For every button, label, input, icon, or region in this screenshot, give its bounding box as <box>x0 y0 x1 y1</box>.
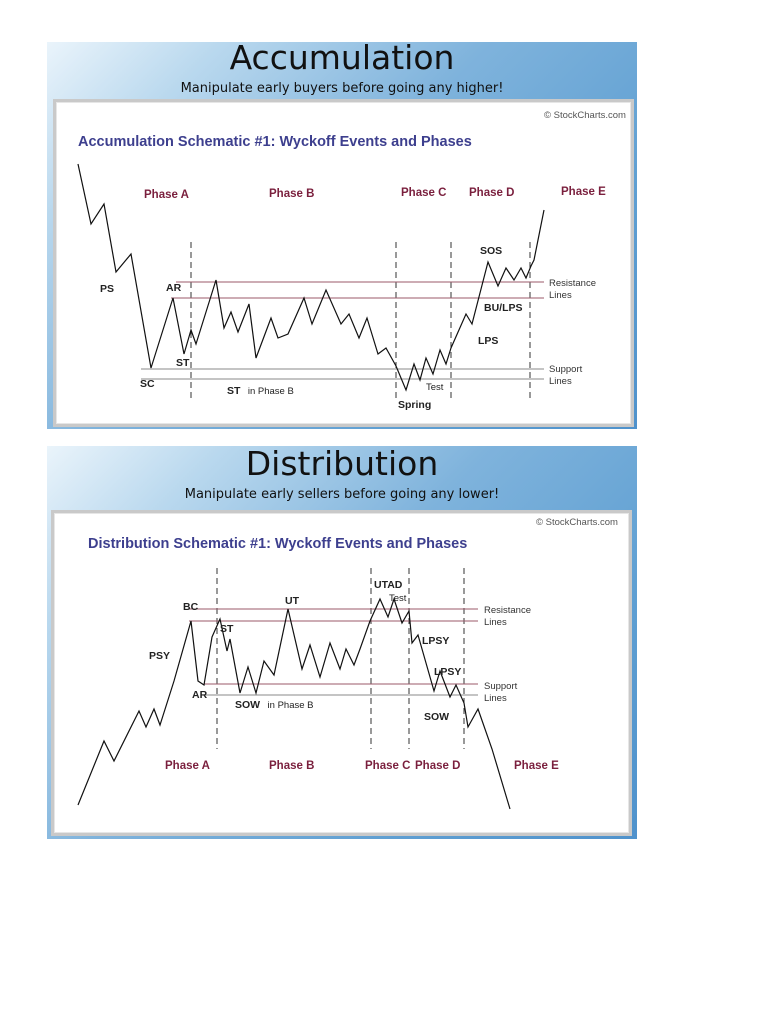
dist-resistance-label-1: Resistance <box>484 605 531 616</box>
distribution-title: Distribution <box>245 444 439 483</box>
stockcharts-credit: © StockCharts.com <box>544 110 626 121</box>
dist-event-test: Test <box>389 593 407 604</box>
accumulation-schematic-title: Accumulation Schematic #1: Wyckoff Events and Phases <box>78 134 472 150</box>
accumulation-title: Accumulation <box>229 38 455 77</box>
acc-phase-b-label: Phase B <box>269 188 315 200</box>
distribution-schematic-title: Distribution Schematic #1: Wyckoff Events and Phases <box>88 536 468 552</box>
accumulation-panel <box>47 38 637 429</box>
dist-support-label-1: Support <box>484 681 518 692</box>
acc-support-label-1: Support <box>549 364 583 375</box>
acc-resistance-label-2: Lines <box>549 290 572 301</box>
dist-event-lpsy-1: LPSY <box>422 635 450 647</box>
dist-support-label-2: Lines <box>484 693 507 704</box>
acc-event-st-phase-b: ST in Phase B <box>227 385 294 397</box>
acc-event-lps: LPS <box>478 335 499 347</box>
accumulation-subtitle: Manipulate early buyers before going any higher! <box>180 81 504 96</box>
acc-resistance-label-1: Resistance <box>549 278 596 289</box>
acc-phase-a-label: Phase A <box>144 189 189 201</box>
acc-event-sos: SOS <box>480 245 503 257</box>
acc-phase-c-label: Phase C <box>401 187 447 199</box>
dist-event-st: ST <box>220 623 234 635</box>
distribution-panel <box>47 446 637 839</box>
distribution-schematic-card <box>51 510 632 836</box>
acc-event-sc: SC <box>140 378 155 390</box>
stockcharts-credit-2: © StockCharts.com <box>536 517 618 528</box>
dist-event-ar: AR <box>192 689 208 701</box>
acc-event-spring: Spring <box>398 399 432 411</box>
accumulation-schematic-diagram <box>56 102 631 424</box>
dist-phase-a-label: Phase A <box>165 760 210 772</box>
acc-event-bu-lps: BU/LPS <box>484 302 523 314</box>
dist-event-psy: PSY <box>149 650 171 662</box>
dist-phase-c-label: Phase C <box>365 760 411 772</box>
dist-event-bc: BC <box>183 601 199 613</box>
acc-event-ps: PS <box>100 283 115 295</box>
accumulation-schematic-card <box>53 99 634 427</box>
acc-support-label-2: Lines <box>549 376 572 387</box>
dist-resistance-label-2: Lines <box>484 617 507 628</box>
acc-phase-e-label: Phase E <box>561 186 606 198</box>
dist-phase-e-label: Phase E <box>514 760 559 772</box>
dist-event-utad: UTAD <box>374 579 403 591</box>
acc-event-st: ST <box>176 357 190 369</box>
acc-event-test: Test <box>426 382 444 393</box>
distribution-schematic-diagram <box>54 513 629 833</box>
dist-phase-d-label: Phase D <box>415 760 461 772</box>
dist-event-ut: UT <box>285 595 299 607</box>
acc-event-ar: AR <box>166 282 182 294</box>
distribution-subtitle: Manipulate early sellers before going any lower! <box>184 487 500 502</box>
dist-event-sow-phase-b: SOW in Phase B <box>235 699 314 711</box>
dist-phase-b-label: Phase B <box>269 760 315 772</box>
dist-event-lpsy-2: LPSY <box>434 666 462 678</box>
acc-phase-d-label: Phase D <box>469 187 515 199</box>
dist-event-sow: SOW <box>424 711 450 723</box>
